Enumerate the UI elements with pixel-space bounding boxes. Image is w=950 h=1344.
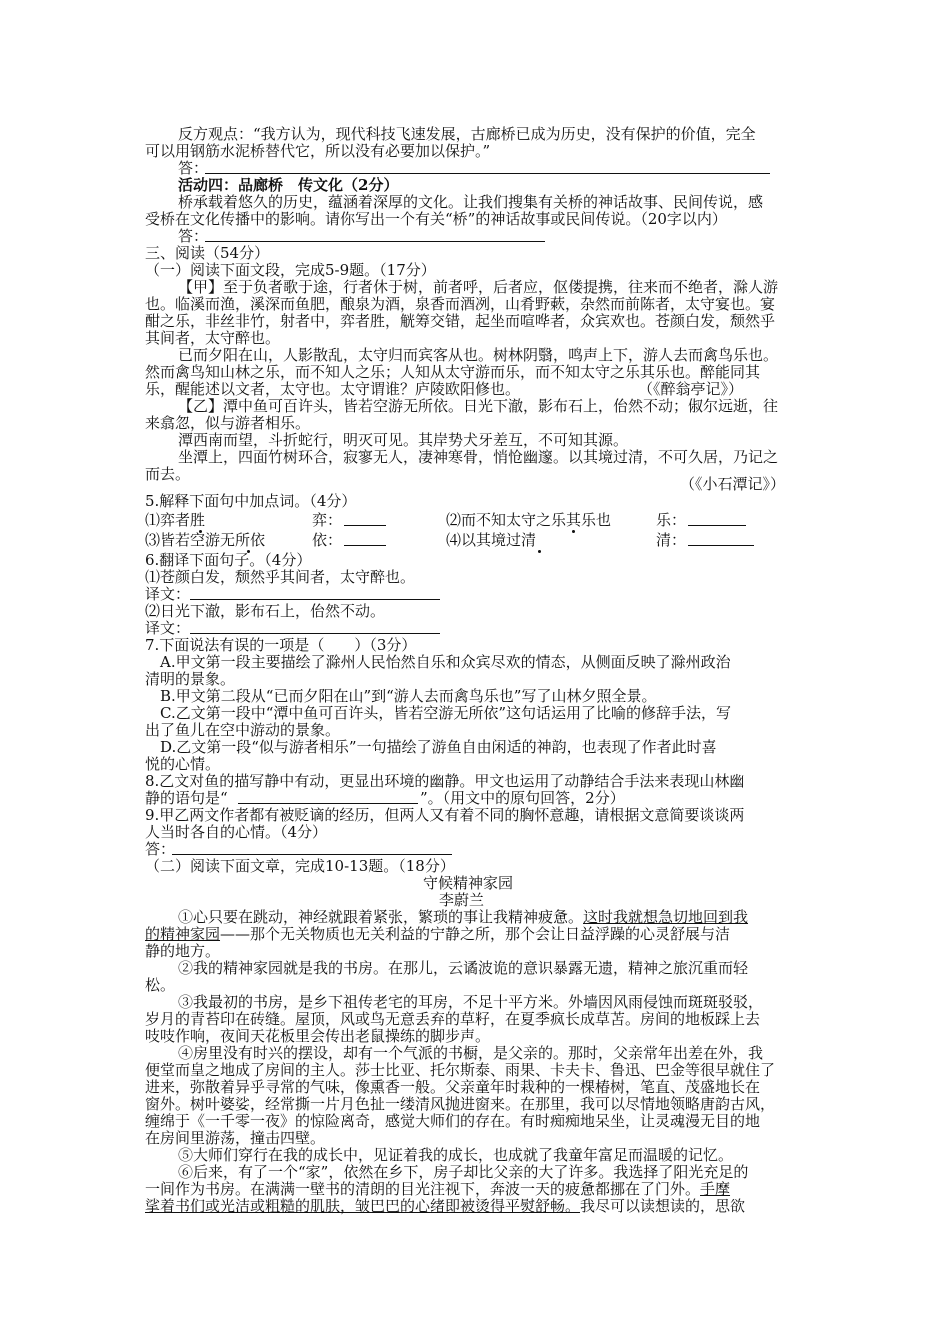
jia-line: 其间者，太守醉也。 [145,329,281,347]
answer-line[interactable] [205,241,545,242]
emphasis-dot [538,550,541,553]
article-author: 李蔚兰 [439,891,485,909]
jia-line: 酣之乐，非丝非竹，射者中，弈者胜，觥筹交错，起坐而喧哗者，众宾欢也。苍颜白发，颓然乎 [145,312,776,330]
para1-line3: 静的地方。 [145,942,221,960]
article-title: 守候精神家园 [423,874,514,892]
q7-option-a: A.甲文第一段主要描绘了滁州人民怡然自乐和众宾尽欢的情态，从侧面反映了滁州政治 [160,653,731,671]
answer-label: 答： [178,227,209,245]
yi-line: 而去。 [145,465,191,483]
para4-line: 在房间里游荡，撞击四壁。 [145,1129,326,1147]
section3-heading: 三、阅读（54分） [145,244,270,262]
para4-line: 进来，弥散着异乎寻常的气味，像熏香一般。父亲童年时栽种的一棵椿树，笔直、茂盛地长在 [145,1078,761,1096]
para6-line3 [145,1198,745,1215]
para1-text: ①心只要在跳动，神经就跟着紧张，繁琐的事让我精神疲惫。 [178,908,584,926]
para6-line1: ⑥后来，有了一个“家”，依然在乡下，房子却比父亲的大了许多。我选择了阳光充足的 [178,1163,749,1181]
para2-line1: ②我的精神家园就是我的书房。在那儿，云谲波诡的意识暴露无遗，精神之旅沉重而轻 [178,959,749,977]
para1-underlined: 的精神家园 [145,925,221,943]
q5-blank-1[interactable] [344,525,386,526]
q5-item-1: ⑴弈者胜 [145,511,206,529]
para3-line: 吱吱作响，夜间天花板里会传出老鼠操练的脚步声。 [145,1027,491,1045]
q5-item-3: ⑶皆若空游无所依 [145,531,266,549]
para6-line2 [145,1181,730,1198]
part1-heading: （一）阅读下面文段，完成5-9题。（17分） [145,261,436,279]
translation-line[interactable] [190,599,440,600]
con-viewpoint-line1: 反方观点：“我方认为，现代科技飞速发展，古廊桥已成为历史，没有保护的价值，完全 [178,125,756,143]
jia-line: 也。临溪而渔，溪深而鱼肥，酿泉为酒，泉香而酒冽，山肴野蔌，杂然而前陈者，太守宴也。宴 [145,295,776,313]
q7-prompt: 7.下面说法有误的一项是（ ）（3分） [145,636,417,654]
q8-prompt-line2b: ”。（用文中的原句回答，2分） [420,789,625,807]
q5-blank-4[interactable] [688,545,754,546]
para1-line2 [145,926,730,943]
para6-text: 我尽可以读想读的，思欲 [580,1197,746,1215]
jia-line: 已而夕阳在山，人影散乱，太守归而宾客从也。树林阴翳，鸣声上下，游人去而禽鸟乐也。 [178,346,779,364]
para6-text: 一间作为书房。在满满一壁书的清朗的目光注视下，奔波一天的疲惫都挪在了门外。 [145,1180,701,1198]
activity4-text-line2: 受桥在文化传播中的影响。请你写出一个有关“桥”的神话故事或民间传说。（20字以内） [145,210,727,228]
para1-line1 [178,909,748,926]
para4-line: ④房里没有时兴的摆设，却有一个气派的书橱，是父亲的。那时，父亲常年出差在外，我 [178,1044,764,1062]
q7-option-d-cont: 悦的心情。 [145,755,221,773]
q8-prompt-line2a: 静的语句是“ [145,789,228,807]
yi-line: 【乙】潭中鱼可百许头，皆若空游无所依。日光下澈，影布石上，佁然不动；俶尔远逝，往 [178,397,779,415]
q5-blank-3[interactable] [344,545,386,546]
q6-sentence-1: ⑴苍颜白发，颓然乎其间者，太守醉也。 [145,568,416,586]
q7-option-d: D.乙文第一段“似与游者相乐”一句描绘了游鱼自由闲适的神韵，也表现了作者此时喜 [160,738,717,756]
con-viewpoint-line2: 可以用钢筋水泥桥替代它，所以没有必要加以保护。” [145,142,491,160]
translation-label: 译文： [145,585,191,603]
para4-line: 便堂而皇之地成了房间的主人。莎士比亚、托尔斯泰、雨果、卡夫卡、鲁迅、巴金等很早就住了 [145,1061,776,1079]
yi-source: （《小石潭记》） [680,475,786,493]
q7-option-a-cont: 清明的景象。 [145,670,236,688]
yi-line: 坐潭上，四面竹树环合，寂寥无人，凄神寒骨，悄怆幽邃。以其境过清，不可久居，乃记之 [178,448,779,466]
q7-option-c: C.乙文第一段中“潭中鱼可百许头，皆若空游无所依”这句话运用了比喻的修辞手法，写 [160,704,732,722]
q7-option-b: B.甲文第二段从“已而夕阳在山”到“游人去而禽鸟乐也”写了山林夕照全景。 [160,687,657,705]
para1-underlined: 这时我就想急切地回到我 [583,908,749,926]
answer-line[interactable] [172,854,452,855]
q5-label-3: 依： [312,531,343,549]
jia-line: 然而禽鸟知山林之乐，而不知人之乐；人知从太守游而乐，而不知太守之乐其乐也。醉能同其 [145,363,761,381]
para2-line2: 松。 [145,976,176,994]
q5-label-2: 乐： [656,511,687,529]
q5-label-4: 清： [656,531,687,549]
yi-line: 来翕忽，似与游者相乐。 [145,414,311,432]
part2-heading: （二）阅读下面文章，完成10-13题。（18分） [145,857,455,875]
q5-label-1: 弈： [312,511,343,529]
para6-underlined: 挲着书们或光洁或粗糙的肌肤，皱巴巴的心绪即被烫得平熨舒畅。 [145,1197,581,1215]
q6-prompt: 6.翻译下面句子。（4分） [145,551,312,569]
para4-line: 窗外。树叶婆娑，经常撕一片月色扯一缕清风抛进窗来。在那里，我可以尽情地领略唐韵古风， [145,1095,776,1113]
q5-item-4: ⑷以其境过清 [446,531,537,549]
answer-label: 答： [178,159,209,177]
q8-prompt-line1: 8.乙文对鱼的描写静中有动，更显出环境的幽静。甲文也运用了动静结合手法来表现山林幽 [145,772,745,790]
para6-underlined: 手摩 [700,1180,731,1198]
q8-answer-blank[interactable] [238,803,418,804]
q9-prompt-line1: 9.甲乙两文作者都有被贬谪的经历，但两人又有着不同的胸怀意趣，请根据文意简要谈谈两 [145,806,745,824]
answer-line[interactable] [205,173,770,174]
para4-line: 缠绵于《一千零一夜》的惊险离奇，感觉大师们的存在。有时痴痴地呆坐，让灵魂漫无目的地 [145,1112,761,1130]
q5-blank-2[interactable] [688,525,746,526]
para1-text: ——那个无关物质也无关利益的宁静之所，那个会让日益浮躁的心灵舒展与洁 [220,925,731,943]
para3-line: ③我最初的书房，是乡下祖传老宅的耳房，不足十平方米。外墙因风雨侵蚀而斑斑驳驳， [178,993,764,1011]
jia-line: 乐，醒能述以文者，太守也。太守谓谁？庐陵欧阳修也。 [145,380,521,398]
translation-line[interactable] [190,633,440,634]
q6-sentence-2: ⑵日光下澈，影布石上，佁然不动。 [145,602,386,620]
para3-line: 岁月的青苔印在砖缝。屋顶，风或鸟无意丢弃的草籽，在夏季疯长成草苫。房间的地板踩上去 [145,1010,761,1028]
answer-label: 答： [145,840,176,858]
activity4-title: 活动四：品廊桥 传文化（2分） [178,176,399,194]
para5-line: ⑤大师们穿行在我的成长中，见证着我的成长，也成就了我童年富足而温暖的记忆。 [178,1146,734,1164]
q9-prompt-line2: 人当时各自的心情。（4分） [145,823,328,841]
emphasis-dot [572,530,575,533]
translation-label: 译文： [145,619,191,637]
jia-line: 【甲】至于负者歌于途，行者休于树，前者呼，后者应，伛偻提携，往来而不绝者，滁人游 [178,278,779,296]
activity4-text-line1: 桥承载着悠久的历史，蕴涵着深厚的文化。让我们搜集有关桥的神话故事、民间传说，感 [178,193,764,211]
q5-item-2: ⑵而不知太守之乐其乐也 [446,511,612,529]
q5-prompt: 5.解释下面句中加点词。（4分） [145,492,357,510]
jia-source: （《醉翁亭记》） [638,380,744,398]
q7-option-c-cont: 出了鱼儿在空中游动的景象。 [145,721,341,739]
yi-line: 潭西南而望，斗折蛇行，明灭可见。其岸势犬牙差互，不可知其源。 [178,431,629,449]
